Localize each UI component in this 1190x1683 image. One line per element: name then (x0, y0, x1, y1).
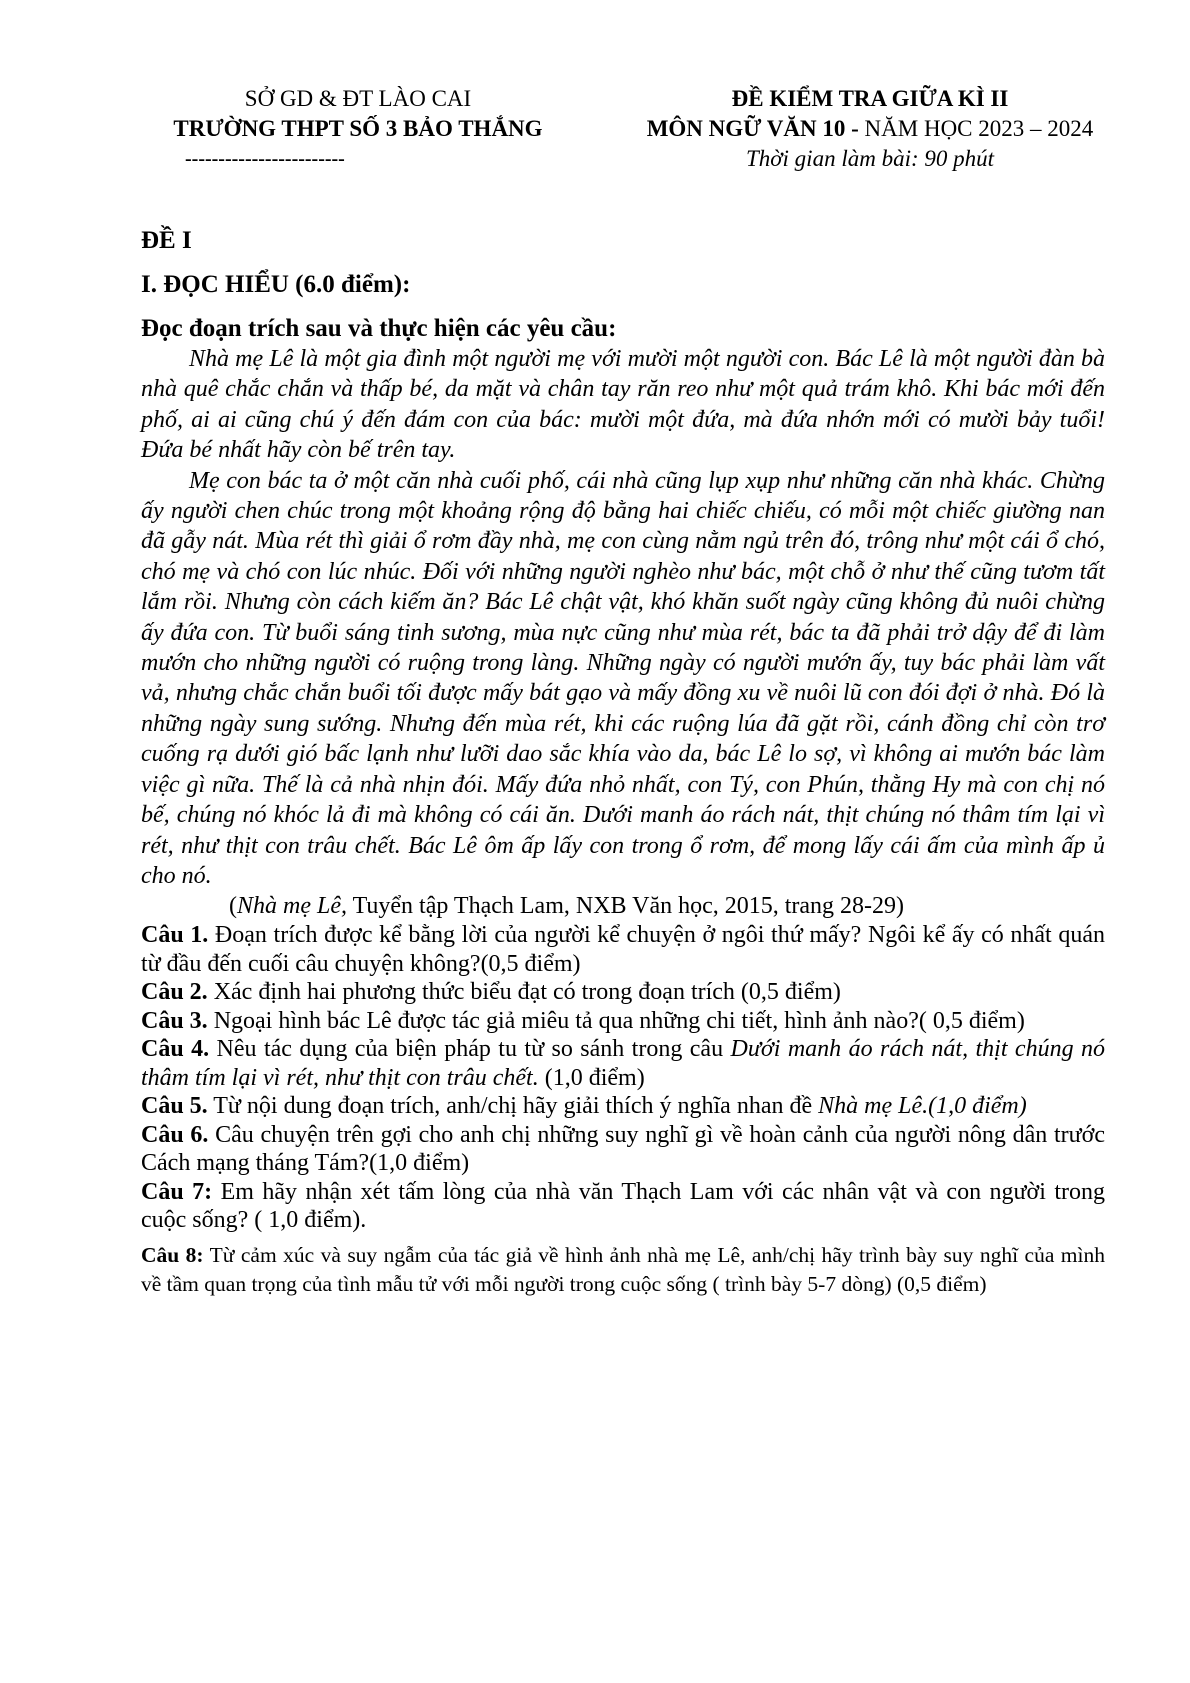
question-label: Câu 1. (141, 922, 209, 949)
header-right (610, 84, 1130, 174)
question-text: Từ cảm xúc và suy ngẫm của tác giả về hình ảnh nhà mẹ Lê, anh/chị hãy trình bày suy nghĩ của mình về tầm quan trọng của tình mẫu tử với mỗi người trong cuộc sống ( trình bày 5-7 dòng) (0,5 điểm) (141, 1242, 1105, 1296)
question-text: Ngoại hình bác Lê được tác giả miêu tả qua những chi tiết, hình ảnh nào?( 0,5 điểm) (207, 1007, 1025, 1034)
source-open: ( (229, 893, 237, 920)
question-label: Câu 7: (141, 1178, 213, 1205)
question-text: Đoạn trích được kể bằng lời của người kể chuyện ở ngôi thứ mấy? Ngôi kể ấy có nhất quán từ đầu đến cuối câu chuyện không?(0,5 điểm) (141, 922, 1105, 977)
question-label: Câu 3. (141, 1007, 208, 1034)
header-left (148, 84, 568, 174)
question-label: Câu 6. (141, 1121, 209, 1148)
question-text: Nêu tác dụng của biện pháp tu từ so sánh trong câu (209, 1036, 731, 1063)
instruction: Đọc đoạn trích sau và thực hiện các yêu cầu: (141, 315, 617, 342)
passage-paragraph-2: Mẹ con bác ta ở một căn nhà cuối phố, cái nhà cũng lụp xụp như những căn nhà khác. Chừng ấy người chen chúc trong một khoảng rộng độ bằng hai chiếc chiếu, có mỗi một chiếc giường nan đã gẫy nát. Mùa rét thì giải ổ rơm đầy nhà, mẹ con cùng nằm ngủ trên đó, trông như một cái ổ chó, chó mẹ và chó con lúc nhúc. Đối với những người nghèo như bác, một chỗ ở như thế cũng tươm tất lắm rồi. Nhưng còn cách kiếm ăn? Bác Lê chật vật, khó khăn suốt ngày cũng không đủ nuôi chừng ấy đứa con. Từ buổi sáng tinh sương, mùa nực cũng như mùa rét, bác ta đã phải trở dậy để đi làm mướn cho những người có ruộng trong làng. Những ngày có người mướn ấy, tuy bác phải làm vất vả, nhưng chắc chắn buổi tối được mấy bát gạo và mấy đồng xu về nuôi lũ con đói đợi ở nhà. Đó là những ngày sung sướng. Nhưng đến mùa rét, khi các ruộng lúa đã gặt rồi, cánh đồng chỉ còn trơ cuống rạ dưới gió bấc lạnh như lưỡi dao sắc khía vào da, bác Lê lo sợ, vì không ai mướn bác làm việc gì nữa. Thế là cả nhà nhịn đói. Mấy đứa nhỏ nhất, con Tý, con Phún, thằng Hy mà con chị nó bế, chúng nó khóc lả đi mà không có cái ăn. Dưới manh áo rách nát, thịt chúng nó thâm tím lại vì rét, như thịt con trâu chết. Bác Lê ôm ấp lấy con trong ổ rơm, để mong lấy cái ấm của mình ấp ủ cho nó. (141, 467, 1105, 889)
question-text: Xác định hai phương thức biểu đạt có trong đoạn trích (0,5 điểm) (207, 979, 841, 1006)
header-divider: ------------------------ (185, 148, 345, 170)
school-year: NĂM HỌC 2023 – 2024 (858, 116, 1094, 141)
question-text: Em hãy nhận xét tấm lòng của nhà văn Thạch Lam với các nhân vật và con người trong cuộc sống? ( 1,0 điểm). (141, 1178, 1105, 1234)
department-name: SỞ GD & ĐT LÀO CAI (244, 86, 472, 111)
subject-name: MÔN NGỮ VĂN 10 - (646, 116, 859, 141)
question-1 (141, 921, 1105, 978)
question-label: Câu 8: (141, 1242, 204, 1267)
question-7 (141, 1178, 1105, 1235)
question-2 (141, 978, 1105, 1007)
passage-source (141, 891, 1105, 921)
exam-header (0, 84, 1190, 184)
question-label: Câu 5. (141, 1093, 208, 1120)
exam-title: ĐỀ KIỂM TRA GIỮA KÌ II (731, 86, 1009, 111)
question-text: Câu chuyện trên gợi cho anh chị những suy nghĩ gì về hoàn cảnh của người nông dân trước Cách mạng tháng Tám?(1,0 điểm) (141, 1121, 1105, 1177)
exam-code: ĐỀ I (141, 227, 192, 254)
source-title: Nhà mẹ Lê, (237, 893, 347, 920)
source-rest: Tuyển tập Thạch Lam, NXB Văn học, 2015, trang 28-29) (347, 893, 905, 920)
section-title: I. ĐỌC HIỂU (6.0 điểm): (141, 271, 411, 298)
question-quote: Nhà mẹ Lê.(1,0 điểm) (818, 1093, 1027, 1120)
question-label: Câu 2. (141, 979, 208, 1006)
question-8 (141, 1241, 1105, 1299)
school-name: TRƯỜNG THPT SỐ 3 BẢO THẮNG (173, 116, 543, 141)
question-text: Từ nội dung đoạn trích, anh/chị hãy giải thích ý nghĩa nhan đề (207, 1093, 819, 1120)
question-points: (1,0 điểm) (538, 1064, 645, 1091)
exam-duration: Thời gian làm bài: 90 phút (745, 146, 995, 171)
question-quote: Dưới manh áo rách nát, thịt chúng nó thâm tím lại vì rét, như thịt con trâu chết. (141, 1036, 1106, 1091)
subject-line (610, 114, 1130, 144)
question-3 (141, 1007, 1105, 1036)
question-5 (141, 1092, 1105, 1121)
question-6 (141, 1121, 1105, 1178)
question-label: Câu 4. (141, 1036, 210, 1063)
exam-content (141, 226, 1105, 1299)
passage-paragraph-1: Nhà mẹ Lê là một gia đình một người mẹ với mười một người con. Bác Lê là một người đàn bà nhà quê chắc chắn và thấp bé, da mặt và chân tay răn reo như một quả trám khô. Khi bác mới đến phố, ai ai cũng chú ý đến đám con của bác: mười một đứa, mà đứa nhớn mới có mười bảy tuổi! Đứa bé nhất hãy còn bế trên tay. (141, 346, 1105, 464)
question-4 (141, 1035, 1105, 1092)
